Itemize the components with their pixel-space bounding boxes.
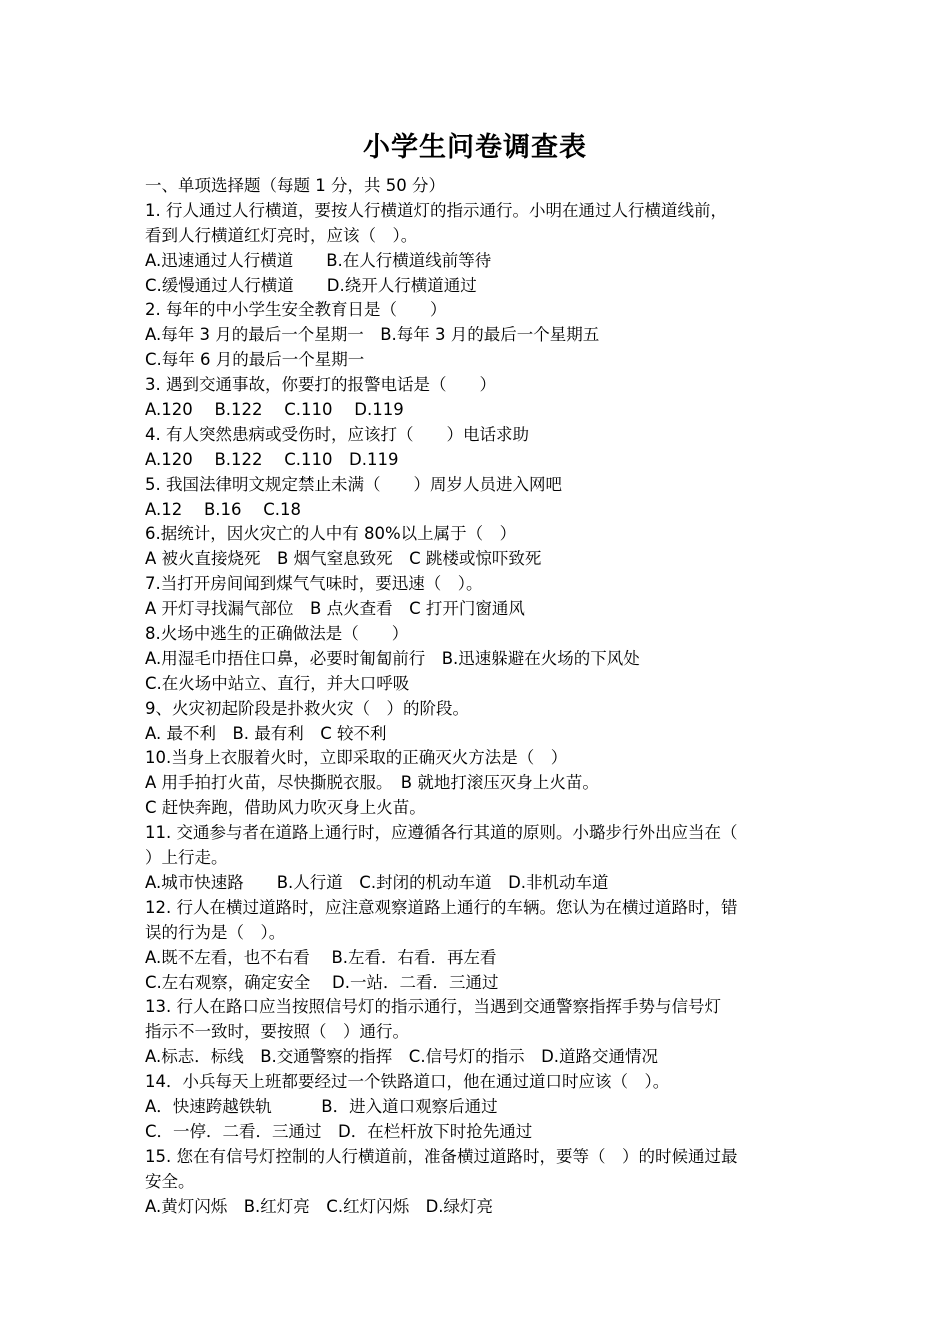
text-line: A.黄灯闪烁 B.红灯亮 C.红灯闪烁 D.绿灯亮	[145, 1196, 494, 1216]
text-line: 安全。	[145, 1171, 195, 1191]
text-line: A 开灯寻找漏气部位 B 点火查看 C 打开门窗通风	[145, 599, 525, 619]
text-line: ）上行走。	[145, 848, 228, 868]
text-line: C.在火场中站立、直行，并大口呼吸	[145, 673, 410, 693]
text-line: C．一停．二看．三通过 D．在栏杆放下时抢先通过	[145, 1121, 533, 1141]
text-line: C 赶快奔跑，借助风力吹灭身上火苗。	[145, 798, 426, 818]
text-line: 14．小兵每天上班都要经过一个铁路道口，他在通过道口时应该（ ）。	[145, 1072, 670, 1092]
text-line: 3. 遇到交通事故，你要打的报警电话是（ ）	[145, 375, 496, 395]
text-line: A.标志．标线 B.交通警察的指挥 C.信号灯的指示 D.道路交通情况	[145, 1047, 659, 1067]
text-line: 2. 每年的中小学生安全教育日是（ ）	[145, 300, 447, 320]
text-line: 12. 行人在横过道路时，应注意观察道路上通行的车辆。您认为在横过道路时，错	[145, 897, 738, 917]
text-line: 看到人行横道红灯亮时，应该（ ）。	[145, 225, 418, 245]
text-line: 15. 您在有信号灯控制的人行横道前，准备横过道路时，要等（ ）的时候通过最	[145, 1146, 738, 1166]
text-line: 4. 有人突然患病或受伤时，应该打（ ）电话求助	[145, 424, 529, 444]
text-line: A.每年 3 月的最后一个星期一 B.每年 3 月的最后一个星期五	[145, 325, 600, 345]
page-title: 小学生问卷调查表	[363, 132, 587, 163]
text-line: 7.当打开房间闻到煤气气味时，要迅速（ ）。	[145, 574, 483, 594]
text-line: 11. 交通参与者在道路上通行时，应遵循各行其道的原则。小璐步行外出应当在（	[145, 823, 738, 843]
text-line: 6.据统计，因火灾亡的人中有 80%以上属于（ ）	[145, 524, 517, 544]
text-line: A.迅速通过人行横道 B.在人行横道线前等待	[145, 250, 492, 270]
text-line: 8.火场中逃生的正确做法是（ ）	[145, 624, 409, 644]
text-line: 9、火灾初起阶段是扑救火灾（ ）的阶段。	[145, 698, 469, 718]
text-line: A.12 B.16 C.18	[145, 499, 302, 519]
text-line: C.每年 6 月的最后一个星期一	[145, 350, 365, 370]
text-line: A.既不左看，也不右看 B.左看．右看．再左看	[145, 947, 497, 967]
text-line: A.用湿毛巾捂住口鼻，必要时匍匐前行 B.迅速躲避在火场的下风处	[145, 648, 640, 668]
text-line: A 被火直接烧死 B 烟气窒息致死 C 跳楼或惊吓致死	[145, 549, 542, 569]
text-line: A．快速跨越铁轨 B．进入道口观察后通过	[145, 1096, 498, 1116]
text-line: C.缓慢通过人行横道 D.绕开人行横道通过	[145, 275, 477, 295]
text-line: 误的行为是（ ）。	[145, 922, 286, 942]
text-line: A. 最不利 B. 最有利 C 较不利	[145, 723, 387, 743]
text-line: 13. 行人在路口应当按照信号灯的指示通行，当遇到交通警察指挥手势与信号灯	[145, 997, 721, 1017]
section-heading: 一、单项选择题（每题 1 分，共 50 分）	[145, 176, 445, 195]
text-line: 10.当身上衣服着火时，立即采取的正确灭火方法是（ ）	[145, 748, 568, 768]
text-line: A.120 B.122 C.110 D.119	[145, 449, 399, 469]
text-line: C.左右观察，确定安全 D.一站．二看．三通过	[145, 972, 499, 992]
question-list	[145, 174, 810, 1219]
text-line: A.120 B.122 C.110 D.119	[145, 400, 404, 420]
text-line: 指示不一致时，要按照（ ）通行。	[145, 1022, 409, 1042]
text-line: 1. 行人通过人行横道，要按人行横道灯的指示通行。小明在通过人行横道线前，	[145, 200, 727, 220]
text-line: A.城市快速路 B.人行道 C.封闭的机动车道 D.非机动车道	[145, 872, 609, 892]
text-line: A 用手拍打火苗，尽快撕脱衣服。 B 就地打滚压灭身上火苗。	[145, 773, 599, 793]
text-line: 5. 我国法律明文规定禁止未满（ ）周岁人员进入网吧	[145, 474, 562, 494]
